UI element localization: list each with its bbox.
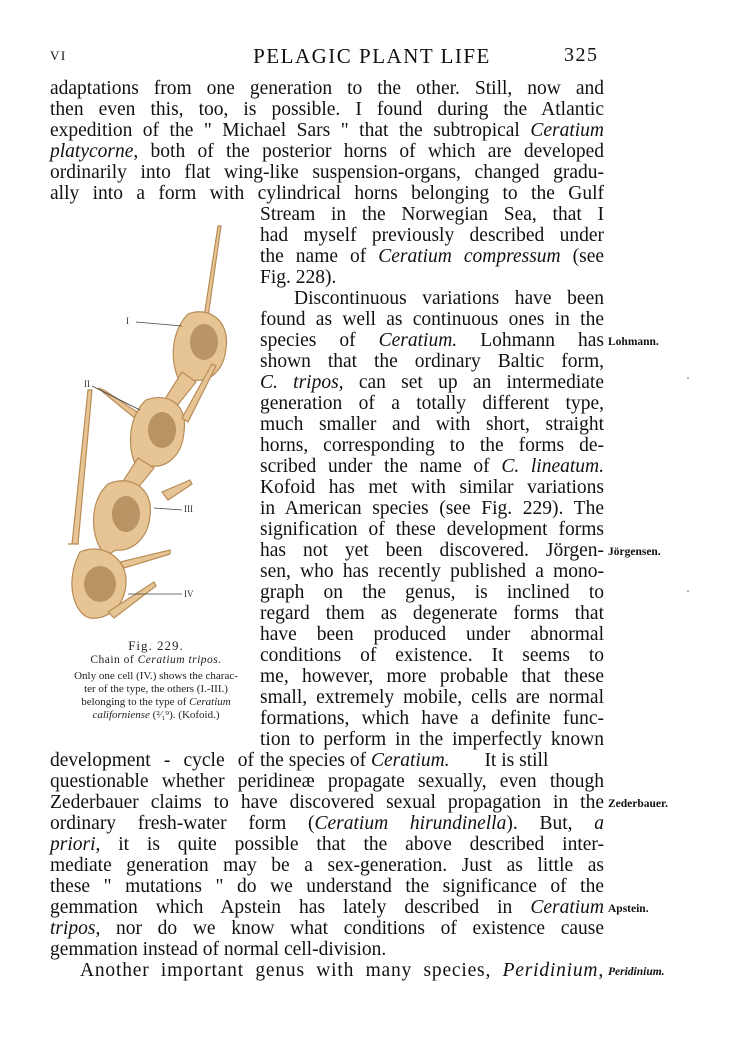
figure-caption-subtitle: Chain of Ceratium tripos. (90, 654, 222, 666)
chapter-number: VI (50, 48, 67, 63)
text-line: in American species (see Fig. 229). The (260, 498, 604, 519)
text-line: Fig. 228). (260, 267, 337, 288)
text-line: then even this, too, is possible. I found during the Atlantic (50, 99, 604, 120)
text-line: tripos, nor do we know what conditions of existence cause (50, 918, 604, 939)
text-line: gemmation which Apstein has lately described in Ceratium (50, 897, 604, 918)
text-line: formations, which have a definite func- (260, 708, 604, 729)
text-line: Stream in the Norwegian Sea, that I (260, 204, 604, 225)
text-line: gemmation instead of normal cell-division. (50, 939, 387, 960)
text-line: much smaller and with short, straight (260, 414, 604, 435)
scan-speck (687, 377, 689, 379)
text-line: C. tripos, can set up an intermediate (260, 372, 604, 393)
text-line: shown that the ordinary Baltic form, (260, 351, 604, 372)
cell-chain (68, 226, 226, 618)
text-line: small, extremely mobile, cells are normal (260, 687, 604, 708)
text-line: the name of Ceratium compressum (see (260, 246, 605, 267)
figure-caption-line: Only one cell (IV.) shows the charac- (74, 670, 238, 682)
cell-label-i: I (126, 316, 129, 326)
text-line: me, however, more probable that these (260, 666, 604, 687)
text-line: had myself previously described under (260, 225, 604, 246)
text-line: ordinarily into flat wing-like suspension-organs, changed gradu- (50, 162, 604, 183)
margin-note-apstein: Apstein. (608, 903, 649, 915)
text-line: horns, corresponding to the forms de- (260, 435, 604, 456)
text-line: Zederbauer claims to have discovered sexual propagation in the (50, 792, 604, 813)
text-line: sen, who has recently published a mono- (260, 561, 604, 582)
cell-label-iii: III (184, 504, 193, 514)
text-line: expedition of the " Michael Sars " that the subtropical Ceratium (50, 120, 604, 141)
text-line: graph on the genus, is inclined to (260, 582, 604, 603)
figure-caption-line: ter of the type, the others (I.-III.) (84, 683, 228, 695)
text-line: generation of a totally different type, (260, 393, 604, 414)
cell-label-iv: IV (184, 589, 194, 599)
text-line: species of Ceratium. Lohmann has (260, 330, 604, 351)
figure-caption-title: Fig. 229. (128, 638, 184, 653)
page-number: 325 (564, 44, 599, 66)
text-line: platycorne, both of the posterior horns of which are developed (50, 141, 604, 162)
figure-caption-line: californiense (²⁄₁⁹). (Kofoid.) (92, 709, 220, 721)
text-line: mediate generation may be a sex-generation. Just as little as (50, 855, 604, 876)
figure-caption-line: belonging to the type of Ceratium (81, 696, 231, 708)
text-line: scribed under the name of C. lineatum. (260, 456, 604, 477)
text-line: adaptations from one generation to the other. Still, now and (50, 78, 604, 99)
text-line: Discontinuous variations have been (294, 288, 604, 309)
text-line: Kofoid has met with similar variations (260, 477, 604, 498)
text-line: these " mutations " do we understand the significance of the (50, 876, 604, 897)
text-line: Another important genus with many species, Peridinium, (80, 960, 604, 981)
text-line: development - cycle of (50, 750, 254, 771)
text-line: ally into a form with cylindrical horns belonging to the Gulf (50, 183, 604, 204)
text-line: ordinary fresh-water form (Ceratium hirundinella). But, a (50, 813, 604, 834)
text-line: the species of Ceratium. It is still (260, 750, 549, 771)
text-line: conditions of existence. It seems to (260, 645, 604, 666)
text-line: has not yet been discovered. Jörgen- (260, 540, 604, 561)
margin-note-jorgensen: Jörgensen. (608, 546, 661, 558)
ceratium-chain-illustration (58, 222, 248, 642)
text-line: have been produced under abnormal (260, 624, 604, 645)
text-line: regard them as degenerate forms that (260, 603, 604, 624)
text-line: priori, it is quite possible that the above described inter- (50, 834, 604, 855)
text-line: questionable whether peridineæ propagate sexually, even though (50, 771, 604, 792)
scan-speck (687, 590, 689, 592)
text-line: found as well as continuous ones in the (260, 309, 604, 330)
margin-note-peridinium: Peridinium. (608, 966, 665, 978)
page-title: PELAGIC PLANT LIFE (253, 44, 491, 68)
text-line: signification of these development forms (260, 519, 604, 540)
text-line: tion to perform in the imperfectly known (260, 729, 604, 750)
margin-note-lohmann: Lohmann. (608, 336, 659, 348)
cell-label-ii: II (84, 379, 90, 389)
margin-note-zederbauer: Zederbauer. (608, 798, 668, 810)
